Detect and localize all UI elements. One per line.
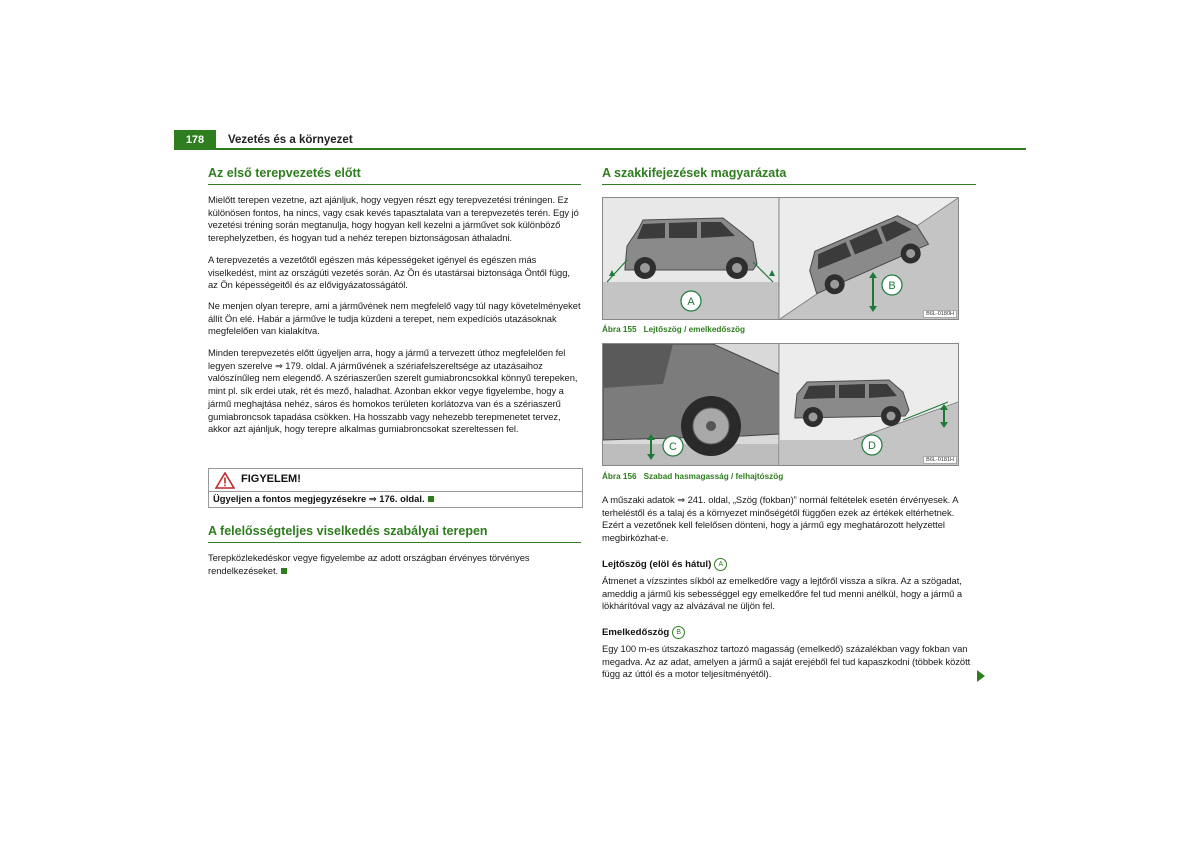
warning-triangle-icon [215, 472, 235, 489]
caption-text: Szabad hasmagasság / felhajtószög [643, 472, 784, 481]
figure-156 [602, 343, 959, 466]
paragraph: Átmenet a vízszintes síkból az emelkedőre vagy a lejtőről vissza a síkra. Az a szögadat, ameddig a jármű kis sebességgel egy emelkedőre fel tud menni anélkül, hogy a jármű a lökhárítóval vagy az alvázával ne üljön fel. [602, 575, 963, 612]
figure-label-c: C [669, 441, 677, 453]
section-title-responsible-behavior: A felelősségteljes viselkedés szabályai terepen [208, 524, 581, 543]
figure-code: B6L-0181H [923, 456, 957, 464]
header-rule [174, 148, 1026, 150]
warning-text [213, 493, 434, 505]
figure-label-a: A [687, 296, 695, 308]
figure-155-illustration [603, 198, 958, 319]
paragraph: Mielőtt terepen vezetne, azt ajánljuk, hogy vegyen részt egy terepvezetési tréningen. Ez különösen fontos, ha nincs, vagy csak kevés tapasztalata van a terepvezetés terén. Egy jó vezetési tréning során megtanulja, hogy hogyan kell kezelni a járművet sok különböző terephelyzetben, és hogyan tud a nehéz terepen biztonságosan áthaladni. [208, 194, 579, 244]
figure-code: B6L-0180H [923, 310, 957, 318]
figure-155-caption [602, 325, 745, 334]
subheading-approach-angle [602, 558, 727, 571]
chapter-title: Vezetés és a környezet [228, 134, 353, 146]
page-number: 178 [174, 130, 216, 150]
paragraph: Egy 100 m-es útszakaszhoz tartozó magasság (emelkedő) százalékban vagy fokban van megadva. Az az adat, amelyen a jármű a saját erejéből fel tud kapaszkodni (többek között függ az úttól és a motor teljesítményétől). [602, 643, 971, 680]
paragraph: A terepvezetés a vezetőtől egészen más képességeket igényel és egészen más viselkedést, mint az országúti vezetés során. Az Ön és utastársai biztonsága Öntől függ, az Ön képességeitől és az elővigyázatosságától. [208, 254, 570, 291]
marker-b: B [672, 626, 685, 639]
paragraph: A műszaki adatok ⇒ 241. oldal, „Szög (fokban)” normál feltételek esetén érvényesek. A terheléstől és a talaj és a környezet minőségétől függően ezek az értékek eltérhetnek. Ezért a vezetőnek kell felelősen dönteni, hogy a jármű egy meghatározott helyzettel megbirkózhat-e. [602, 494, 958, 544]
warning-header [209, 469, 582, 492]
figure-label-b: B [888, 280, 896, 292]
figure-156-illustration [603, 344, 958, 465]
marker-a: A [714, 558, 727, 571]
paragraph [208, 552, 581, 577]
warning-text-content: Ügyeljen a fontos megjegyzésekre ⇒ 176. oldal. [213, 493, 425, 504]
paragraph-text: Terepközlekedéskor vegye figyelembe az adott országban érvényes törvényes rendelkezéseket. [208, 552, 530, 576]
paragraph: Ne menjen olyan terepre, ami a járművének nem megfelelő vagy túl nagy követelményeket állít Ön elé. Habár a járműve le tudja küzdeni a terepet, nem expedíciós utazásoknak megfelelően van kialakítva. [208, 300, 581, 337]
continue-arrow-icon [977, 670, 985, 682]
warning-box [208, 468, 583, 508]
subheading-text: Lejtőszög (elöl és hátul) [602, 559, 712, 571]
section-title-terms: A szakkifejezések magyarázata [602, 166, 976, 185]
subheading-text: Emelkedőszög [602, 627, 670, 639]
end-of-section-marker [281, 568, 287, 574]
end-of-section-marker [428, 496, 434, 502]
caption-number: Ábra 155 [602, 325, 637, 334]
caption-number: Ábra 156 [602, 472, 637, 481]
figure-label-d: D [868, 440, 876, 452]
subheading-climb-angle [602, 626, 685, 639]
figure-155 [602, 197, 959, 320]
section-title-first-offroad: Az első terepvezetés előtt [208, 166, 581, 185]
caption-text: Lejtőszög / emelkedőszög [643, 325, 746, 334]
figure-156-caption [602, 472, 783, 481]
paragraph: Minden terepvezetés előtt ügyeljen arra, hogy a jármű a tervezett úthoz megfelelően fel legyen szerelve ⇒ 179. oldal. A járművének a szériafelszereltsége az utazásaihoz valószínűleg nem elegendő. A szériaszerűen szerelt gumiabroncsokkal könnyű terepeken, mint pl. sík erdei utak, rét és mező, haladhat. Azonban ekkor vegye figyelembe, hogy a jármű meghajtása nehéz, sáros és homokos területen korlátozva van és a szériaszerű gumiabroncsok tapadása csökken. Ha hosszabb vagy nehezebb terepmenetet tervez, akkor azt ajánljuk, hogy terepre alkalmas gumiabroncsokat szereltessen fel. [208, 347, 578, 435]
warning-title: FIGYELEM! [241, 473, 301, 485]
